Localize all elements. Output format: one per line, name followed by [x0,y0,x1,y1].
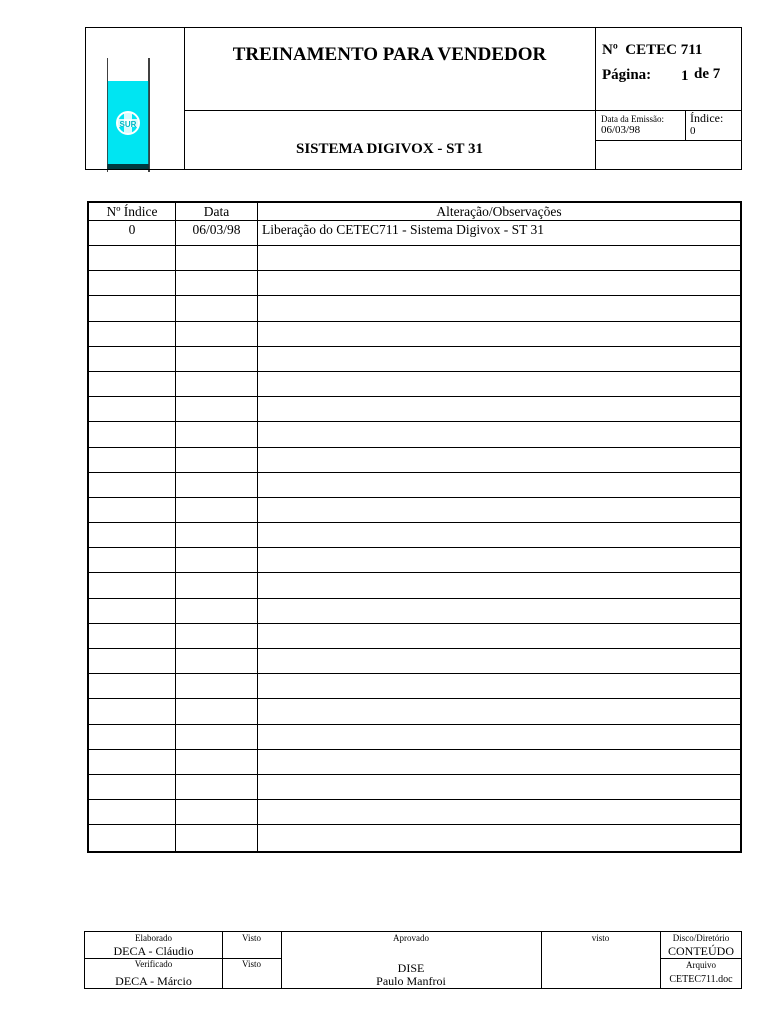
table-row [89,397,740,422]
table-row [89,296,740,321]
visto-label-1: Visto [242,933,261,943]
table-row [89,246,740,271]
title-cell [184,28,596,111]
code-cell [596,28,741,111]
cell-date [176,750,258,774]
cell-index [89,296,176,320]
cell-index [89,573,176,597]
cell-changes [258,246,740,270]
cell-index [89,725,176,749]
cell-changes [258,649,740,673]
table-row [89,750,740,775]
document-number: Nº CETEC 711 [602,42,703,58]
cell-date [176,448,258,472]
cell-changes [258,271,740,295]
cell-index: 0 [89,221,176,245]
cell-date [176,775,258,799]
document-title: TREINAMENTO PARA VENDEDOR [232,44,547,65]
aprovado-name: Paulo Manfroi [376,974,446,988]
page-label: Página: [602,67,652,83]
table-row [89,624,740,649]
cell-changes [258,347,740,371]
cell-date [176,825,258,850]
revision-table [87,201,742,853]
cell-date [176,422,258,446]
index-cell [686,111,741,141]
cell-changes [258,498,740,522]
cell-index [89,624,176,648]
cell-date [176,347,258,371]
cell-index [89,523,176,547]
cell-index [89,775,176,799]
cell-date [176,397,258,421]
table-row [89,271,740,296]
cell-date [176,322,258,346]
table-row [89,372,740,397]
cell-index [89,599,176,623]
cell-changes [258,322,740,346]
disco-label: Disco/Diretório [672,933,730,943]
cell-date [176,649,258,673]
cell-index [89,372,176,396]
cell-changes: Liberação do CETEC711 - Sistema Digivox - ST 31 [262,222,544,237]
cell-index [89,800,176,824]
elaborado-value: DECA - Cláudio [113,944,194,958]
cell-index [89,699,176,723]
page-total: de 7 [694,66,721,82]
page-current: 1 [681,68,689,84]
table-row [89,725,740,750]
cell-index [89,750,176,774]
emission-date-label: Data da Emissão: [601,114,664,124]
cell-date [176,599,258,623]
cell-date [176,699,258,723]
cell-date [176,246,258,270]
cell-date [176,473,258,497]
cell-index [89,397,176,421]
table-row [89,498,740,523]
table-row [89,322,740,347]
column-header-index: Nº Índice [89,203,176,220]
cell-index [89,498,176,522]
cell-date [176,296,258,320]
cell-changes [258,674,740,698]
cell-index [89,448,176,472]
index-value: 0 [690,125,696,137]
table-row [89,548,740,573]
document-subtitle: SISTEMA DIGIVOX - ST 31 [296,141,483,157]
visto-label-3: visto [591,933,610,943]
cell-changes [258,448,740,472]
disco-value: CONTEÚDO [668,944,734,958]
cell-changes [258,296,740,320]
aprovado-cell [281,932,541,989]
table-row [89,800,740,825]
table-row [89,473,740,498]
cell-changes [258,422,740,446]
cell-date: 06/03/98 [176,221,258,245]
table-row [89,699,740,724]
emission-date-value: 06/03/98 [601,124,641,136]
cell-changes [258,599,740,623]
cell-index [89,422,176,446]
approval-footer [84,931,742,989]
cell-index [89,548,176,572]
table-row [89,422,740,447]
arquivo-value: CETEC711.doc [669,974,733,985]
cell-changes [258,775,740,799]
cell-index [89,473,176,497]
cell-changes [258,624,740,648]
cell-date [176,725,258,749]
table-row [89,649,740,674]
cell-index [89,322,176,346]
elaborado-label: Elaborado [135,933,172,943]
archive-cell [660,932,742,989]
cell-index [89,246,176,270]
table-row [89,775,740,800]
arquivo-label: Arquivo [686,960,716,970]
visto-cell [222,932,281,989]
cell-index [89,674,176,698]
table-row [89,523,740,548]
cell-changes [258,473,740,497]
table-row [89,573,740,598]
cell-changes [258,750,740,774]
cell-changes [258,397,740,421]
cell-changes [258,725,740,749]
cell-index [89,271,176,295]
cell-date [176,498,258,522]
cell-changes [258,800,740,824]
document-header [85,27,742,170]
logo-cell [86,28,185,169]
elaborado-cell [85,932,222,989]
cell-date [176,800,258,824]
cell-changes [258,699,740,723]
svg-text:SUR: SUR [119,120,137,129]
cell-changes [258,372,740,396]
aprovado-department: DISE [397,961,425,975]
cell-changes [258,548,740,572]
table-body [89,221,740,851]
table-row [89,599,740,624]
cell-changes [258,523,740,547]
index-label: Índice: [690,111,724,125]
cell-date [176,548,258,572]
visto-approval-cell [541,932,660,989]
table-row [89,674,740,699]
visto-label-2: Visto [242,959,261,969]
verificado-value: DECA - Márcio [115,974,192,988]
cell-date [176,271,258,295]
cell-index [89,649,176,673]
subtitle-cell [184,111,596,169]
table-row [89,825,740,850]
table-row [89,448,740,473]
verificado-label: Verificado [134,959,173,969]
table-row [89,221,740,246]
cell-date [176,573,258,597]
cell-date [176,624,258,648]
table-row [89,347,740,372]
cell-index [89,825,176,850]
cell-index [89,347,176,371]
column-header-changes: Alteração/Observações [436,204,562,219]
table-header-row [89,203,740,221]
emission-date-cell [596,111,686,141]
cell-date [176,523,258,547]
sur-elevator-logo-icon [107,58,151,172]
column-header-date: Data [176,203,258,220]
cell-date [176,674,258,698]
aprovado-label: Aprovado [393,933,429,943]
cell-changes [258,573,740,597]
cell-changes [258,825,740,850]
cell-date [176,372,258,396]
